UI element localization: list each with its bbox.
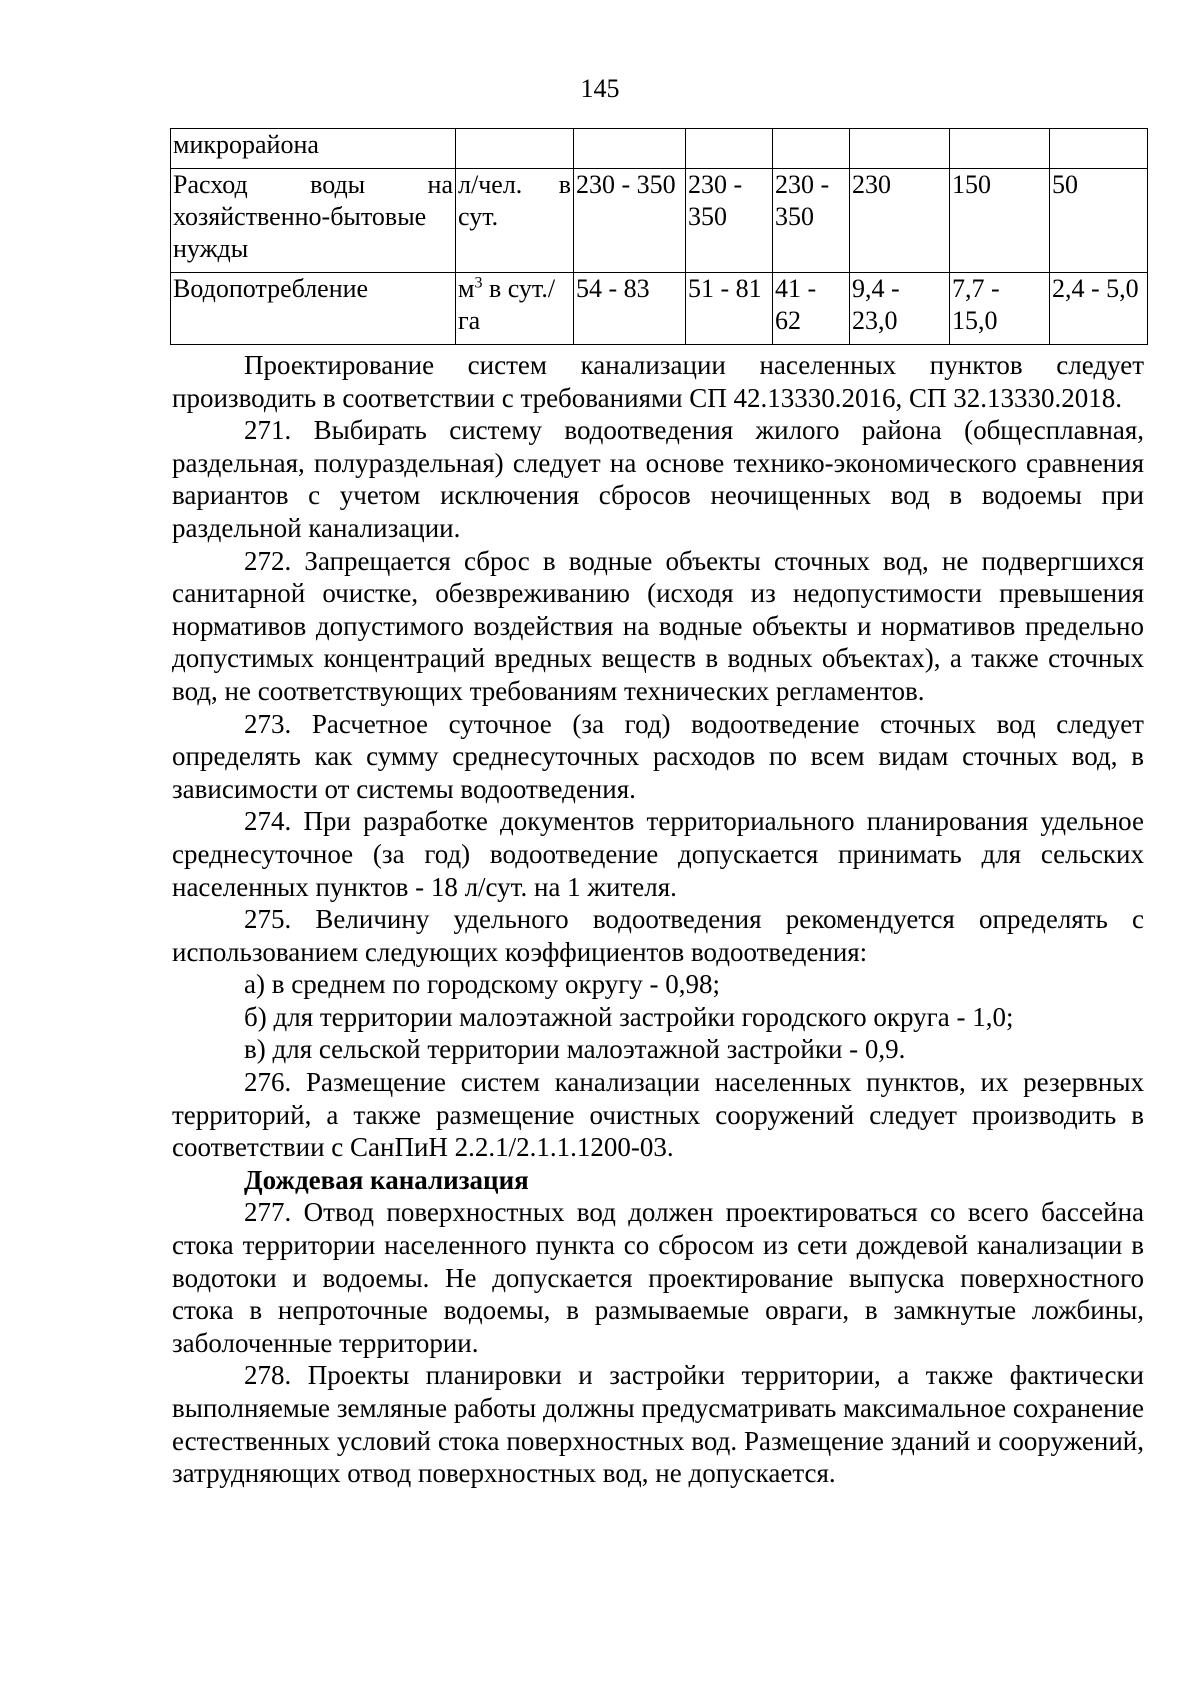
table-cell bbox=[686, 129, 773, 169]
paragraph-272: 272. Запрещается сброс в водные объекты сточных вод, не подвергшихся санитарной очистке, обезвреживанию (исходя из недопустимости превышения нормативов допустимого воздействия на водные объекты и нормативов предельно допустимых концентраций вредных веществ в водных объектах), а также сточных вод, не соответствующих требованиям технических регламентов. bbox=[172, 545, 1144, 706]
table-cell: 54 - 83 bbox=[574, 273, 686, 345]
table-cell: 7,7 - 15,0 bbox=[950, 273, 1050, 345]
table-cell-name: Расход воды на хозяйственно-бытовые нужды bbox=[171, 169, 456, 273]
page-number: 145 bbox=[580, 74, 620, 103]
table-cell-name: Водопотребление bbox=[171, 273, 456, 345]
table-cell bbox=[850, 129, 950, 169]
table-cell-name: микрорайона bbox=[171, 129, 456, 169]
paragraph-274: 274. При разработке документов территориального планирования удельное среднесуточное (за год) водоотведение допускается принимать для сельских населенных пунктов - 18 л/сут. на 1 жителя. bbox=[172, 806, 1144, 902]
document-body bbox=[172, 349, 1144, 1490]
paragraph-277: 277. Отвод поверхностных вод должен проектироваться со всего бассейна стока территории населенного пункта со сбросом из сети дождевой канализации в водотоки и водоемы. Не допускается проектирование выпуска поверхностного стока в непроточные водоемы, в размываемые овраги, в замкнутые ложбины, заболоченные территории. bbox=[172, 1197, 1144, 1358]
table-cell: 230 bbox=[850, 169, 950, 273]
paragraph-275-b: б) для территории малоэтажной застройки городского округа - 1,0; bbox=[244, 1001, 1014, 1032]
unit-main: м bbox=[458, 274, 475, 303]
table-cell bbox=[773, 129, 850, 169]
table-cell-unit bbox=[456, 129, 574, 169]
paragraph-275-c: в) для сельской территории малоэтажной застройки - 0,9. bbox=[244, 1034, 906, 1065]
table-cell: 230 - 350 bbox=[574, 169, 686, 273]
table-row bbox=[171, 273, 1148, 345]
paragraph-273: 273. Расчетное суточное (за год) водоотведение сточных вод следует определять как сумму среднесуточных расходов по всем видам сточных вод, в зависимости от системы водоотведения. bbox=[172, 708, 1144, 804]
section-heading: Дождевая канализация bbox=[244, 1164, 529, 1195]
table-cell: 230 - 350 bbox=[773, 169, 850, 273]
table-cell bbox=[1050, 129, 1148, 169]
table-cell bbox=[950, 129, 1050, 169]
paragraph-271: 271. Выбирать систему водоотведения жилого района (общесплавная, раздельная, полураздельная) следует на основе технико-экономического сравнения вариантов с учетом исключения сбросов неочищенных вод в водоемы при раздельной канализации. bbox=[172, 415, 1144, 543]
table-cell: 230 - 350 bbox=[686, 169, 773, 273]
table-cell-unit bbox=[456, 273, 574, 345]
table-row bbox=[171, 129, 1148, 169]
table-cell: 9,4 - 23,0 bbox=[850, 273, 950, 345]
table-cell: 150 bbox=[950, 169, 1050, 273]
table-cell-unit: л/чел. в сут. bbox=[456, 169, 574, 273]
paragraph-276: 276. Размещение систем канализации населенных пунктов, их резервных территорий, а также размещение очистных сооружений следует производить в соответствии с СанПиН 2.2.1/2.1.1.1200-03. bbox=[172, 1067, 1144, 1163]
paragraph-275: 275. Величину удельного водоотведения рекомендуется определять с использованием следующих коэффициентов водоотведения: bbox=[172, 904, 1144, 967]
paragraph-intro: Проектирование систем канализации населенных пунктов следует производить в соответствии с требованиями СП 42.13330.2016, СП 32.13330.2018. bbox=[172, 350, 1144, 413]
unit-superscript: 3 bbox=[474, 274, 483, 292]
table-row bbox=[171, 169, 1148, 273]
table-cell: 51 - 81 bbox=[686, 273, 773, 345]
unit-rest: в сут./га bbox=[458, 274, 556, 335]
water-consumption-table bbox=[170, 128, 1148, 345]
paragraph-275-a: а) в среднем по городскому округу - 0,98; bbox=[244, 969, 721, 1000]
table-cell: 2,4 - 5,0 bbox=[1050, 273, 1148, 345]
table-cell: 50 bbox=[1050, 169, 1148, 273]
table-cell: 41 - 62 bbox=[773, 273, 850, 345]
paragraph-278: 278. Проекты планировки и застройки территории, а также фактически выполняемые земляные работы должны предусматривать максимальное сохранение естественных условий стока поверхностных вод. Размещение зданий и сооружений, затрудняющих отвод поверхностных вод, не допускается. bbox=[172, 1360, 1144, 1489]
table-cell bbox=[574, 129, 686, 169]
